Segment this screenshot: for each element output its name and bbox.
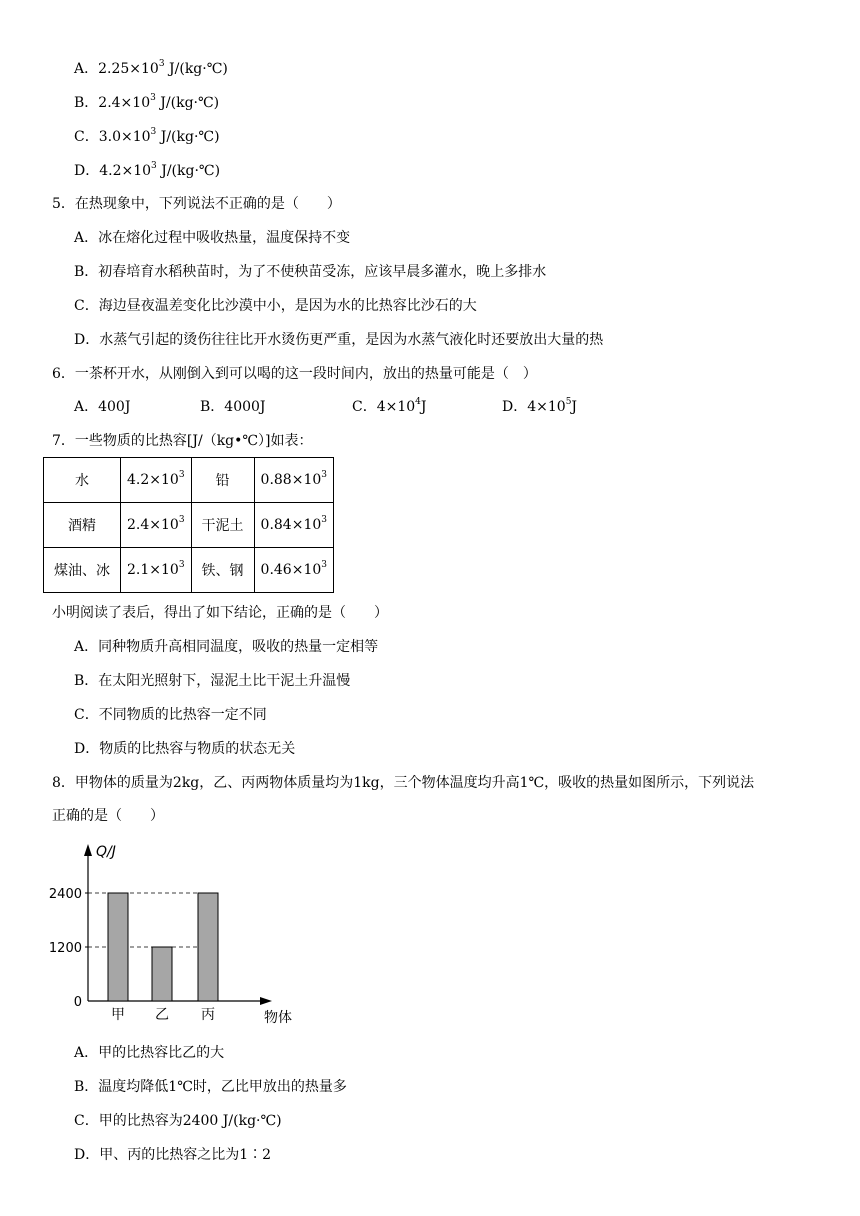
x-tick-label: 乙 (155, 1007, 169, 1023)
y-axis-label: Q/J (96, 844, 116, 860)
q7-lead: 小明阅读了表后，得出了如下结论，正确的是（ ） (52, 605, 388, 621)
y-axis-arrow (84, 844, 92, 856)
x-axis-arrow (260, 997, 272, 1005)
q5-option-b: B．初春培育水稻秧苗时，为了不使秧苗受冻，应该早晨多灌水，晚上多排水 (74, 264, 547, 280)
table-cell-substance: 煤油、冰 (44, 548, 121, 593)
q7-option-b: B．在太阳光照射下，湿泥土比干泥土升温慢 (74, 673, 351, 689)
specific-heat-table (43, 457, 334, 593)
q8-stem: 8．甲物体的质量为2kg，乙、丙两物体质量均为1kg，三个物体温度均升高1℃，吸收的热量如图所示，下列说法 (52, 775, 755, 791)
y-tick-label: 2400 (48, 887, 82, 902)
heat-bar-chart (40, 836, 310, 1031)
q7-stem: 7．一些物质的比热容[J/（kg•℃）]如表： (52, 433, 313, 449)
q8-option-d: D．甲、丙的比热容之比为1∶2 (74, 1147, 272, 1163)
x-axis-label: 物体 (264, 1010, 292, 1026)
q5-option-c: C．海边昼夜温差变化比沙漠中小，是因为水的比热容比沙石的大 (74, 298, 477, 314)
table-cell-substance: 铅 (191, 458, 254, 503)
y-tick-label: 1200 (48, 941, 82, 956)
x-tick-label: 甲 (111, 1007, 125, 1023)
table-row (44, 503, 334, 548)
bar-丙 (198, 893, 218, 1001)
q4-option-c: C．$3.0\times 10^3$ J/(kg·℃) (74, 127, 220, 145)
bar-乙 (152, 947, 172, 1001)
table-row (44, 548, 334, 593)
table-cell-value: $0.46\times 10^3$ (254, 548, 333, 593)
q4-option-b: B．$2.4\times 10^3$ J/(kg·℃) (74, 93, 220, 111)
q6-option-d: D．$4\times 10^5J$ (502, 397, 578, 415)
q7-option-a: A．同种物质升高相同温度，吸收的热量一定相等 (74, 639, 379, 655)
q4-option-d: D．$4.2\times 10^3$ J/(kg·℃) (74, 161, 221, 179)
q8-option-b: B．温度均降低1℃时，乙比甲放出的热量多 (74, 1079, 347, 1095)
q7-option-d: D．物质的比热容与物质的状态无关 (74, 741, 296, 757)
table-cell-value: $0.84\times 10^3$ (254, 503, 333, 548)
q6-option-c: C．$4\times 10^4J$ (352, 397, 427, 415)
q5-option-d: D．水蒸气引起的烫伤往往比开水烫伤更严重，是因为水蒸气液化时还要放出大量的热 (74, 332, 604, 348)
q4-option-a: A．$2.25\times 10^3$ J/(kg·℃) (74, 59, 228, 77)
table-cell-substance: 干泥土 (191, 503, 254, 548)
table-row (44, 458, 334, 503)
x-tick-label: 丙 (201, 1007, 215, 1023)
table-cell-value: $2.1\times 10^3$ (121, 548, 192, 593)
q8-option-a: A．甲的比热容比乙的大 (74, 1045, 225, 1061)
table-cell-substance: 酒精 (44, 503, 121, 548)
bar-甲 (108, 893, 128, 1001)
y-tick-label: 0 (73, 995, 82, 1010)
q7-option-c: C．不同物质的比热容一定不同 (74, 707, 267, 723)
table-cell-value: $4.2\times 10^3$ (121, 458, 192, 503)
q6-stem: 6．一茶杯开水，从刚倒入到可以喝的这一段时间内，放出的热量可能是（ ） (52, 366, 537, 382)
table-cell-substance: 铁、钢 (191, 548, 254, 593)
q5-stem: 5．在热现象中，下列说法不正确的是（ ） (52, 196, 341, 212)
q8-stem-continued: 正确的是（ ） (52, 808, 164, 824)
q6-option-b: B．4000J (200, 399, 266, 415)
table-cell-value: $0.88\times 10^3$ (254, 458, 333, 503)
q8-option-c: C．甲的比热容为2400 J/(kg·℃) (74, 1113, 282, 1129)
q6-option-a: A．400J (74, 399, 131, 415)
q5-option-a: A．冰在熔化过程中吸收热量，温度保持不变 (74, 230, 351, 246)
table-cell-value: $2.4\times 10^3$ (121, 503, 192, 548)
table-cell-substance: 水 (44, 458, 121, 503)
